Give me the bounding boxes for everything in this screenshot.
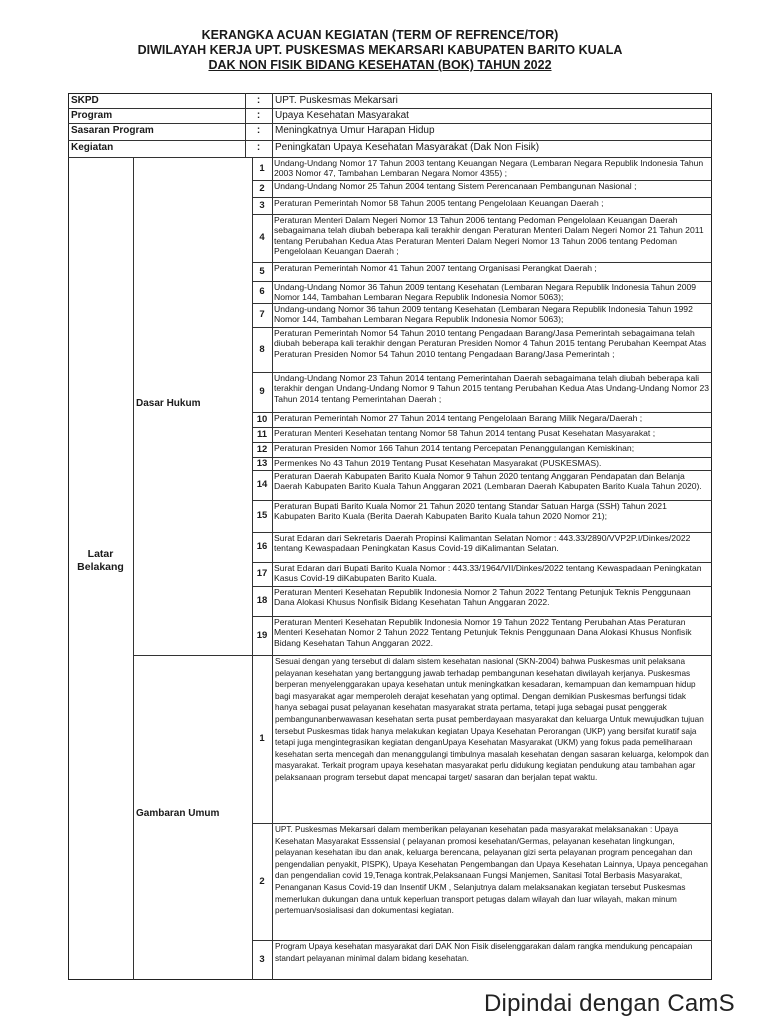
row-divider (68, 108, 712, 109)
info-value: UPT. Puskesmas Mekarsari (275, 95, 398, 106)
row-divider (252, 427, 712, 428)
legal-item-number: 14 (256, 479, 268, 491)
row-divider (252, 586, 712, 587)
section-label-latar-belakang: Latar Belakang (77, 548, 124, 573)
column-divider (252, 157, 253, 980)
heading-line-1: KERANGKA ACUAN KEGIATAN (TERM OF REFRENCE/TOR) (201, 28, 559, 42)
scan-watermark: Dipindai dengan CamS (484, 990, 735, 1017)
general-item-number: 3 (259, 954, 265, 966)
legal-item-text: Peraturan Bupati Barito Kuala Nomor 21 Tahun 2020 tentang Standar Satuan Harga (SSH) Tahun 2021 Kabupaten Barito Kuala (Berita Daerah Kabupaten Barito Kuala tahun 2020 Nomor 21); (274, 501, 667, 522)
legal-item-text: Surat Edaran dari Sekretaris Daerah Propinsi Kalimantan Selatan Nomor : 443.33/2890/VVP2P.I/Dinkes/2022 tentang Kewaspadaan Peningkatan Kasus Covid-19 diKalimantan Selatan. (274, 533, 691, 554)
legal-item-number: 3 (259, 199, 265, 211)
legal-item-number: 8 (259, 343, 265, 355)
document-heading (120, 28, 640, 73)
row-divider (252, 616, 712, 617)
info-label: Program (71, 110, 113, 121)
info-label: Kegiatan (71, 142, 114, 153)
legal-item-text: Undang-undang Nomor 36 tahun 2009 tentang Kesehatan (Lembaran Negara Republik Indonesia Tahun 1992 Nomor 144, Tambahan Lembaran Negara Republik Indonesia Nomor 5063); (274, 304, 693, 325)
legal-item-text: Peraturan Presiden Nomor 166 Tahun 2014 tentang Percepatan Penanggulangan Kemiskinan; (274, 443, 635, 453)
general-item-number: 2 (259, 875, 265, 887)
row-divider (252, 940, 712, 941)
general-item-text: UPT. Puskesmas Mekarsari dalam memberikan pelayanan kesehatan pada masyarakat melaksanakan : Upaya Kesehatan Masyarakat Esssensial ( pelayanan promosi kesehatan/Germas, pelayanan kesehatan lingkungan, pelayanan kesehatan ibu dan anak, keluarga berencana, pelayanan gizi serta pelayanan program pencegahan dan pengendalian penyakit, PISPK), Upaya Kesehatan Pengembangan dan Upaya Kesehatan Lainnya, Upaya pencegahan dan pengendalian covid 19,Tenaga kontrak,Pelaksanaan Fungsi Manjemen, Sanitasi Total Berbasis Masyarakat, Penanganan Kasus Covid-19 dan Insentif UKM , Selanjutnya dalam melaksanakan kegiatan tersebut Puskesmas memerlukan dukungan dana untuk keperluan transport petugas dalam wilayah dan luar wilayah, makan minum pertemuan/sosialisasi dan dokumentasi kegiatan. (275, 825, 708, 916)
legal-item-text: Peraturan Pemerintah Nomor 58 Tahun 2005 tentang Pengelolaan Keuangan Daerah ; (274, 198, 604, 208)
row-divider (252, 327, 712, 328)
legal-item-text: Undang-Undang Nomor 36 Tahun 2009 tentang Kesehatan (Lembaran Negara Republik Indonesia Tahun 2009 Nomor 144, Tambahan Lembaran Negara Republik Indonesia Nomor 5063); (274, 282, 697, 303)
legal-item-number: 13 (256, 457, 268, 469)
info-colon: : (256, 142, 261, 153)
section-label-dasar-hukum: Dasar Hukum (136, 398, 201, 409)
legal-item-number: 19 (256, 629, 268, 641)
column-divider (245, 93, 246, 157)
row-divider (252, 197, 712, 198)
row-divider (252, 442, 712, 443)
legal-item-text: Surat Edaran dari Bupati Barito Kuala Nomor : 443.33/1964/VII/Dinkes/2022 tentang Kewaspadaan Peningkatan Kasus Covid-19 diKabupaten Barito Kuala. (274, 563, 702, 584)
row-divider (252, 303, 712, 304)
info-label: Sasaran Program (71, 125, 154, 136)
info-value: Meningkatnya Umur Harapan Hidup (275, 125, 435, 136)
legal-item-text: Peraturan Menteri Kesehatan tentang Nomor 58 Tahun 2014 tentang Pusat Kesehatan Masyarakat ; (274, 428, 656, 438)
legal-item-number: 11 (256, 428, 268, 440)
row-divider (252, 412, 712, 413)
column-divider (272, 93, 273, 157)
legal-item-text: Peraturan Menteri Kesehatan Republik Indonesia Nomor 2 Tahun 2022 Tentang Petunjuk Teknis Penggunaan Dana Alokasi Khusus Nonfisik Bidang Kesehatan Tahun Anggaran 2022. (274, 587, 691, 608)
row-divider (252, 470, 712, 471)
legal-item-text: Peraturan Menteri Kesehatan Republik Indonesia Nomor 19 Tahun 2022 Tentang Perubahan Atas Peraturan Menteri Kesehatan Nomor 2 Tahun 2022 Tentang Petunjuk Teknis Penggunaan Dana Alokasi Khusus Nonfisik Bidang Kesehatan Tahun Anggaran 2022. (274, 617, 692, 648)
column-divider (133, 157, 134, 980)
heading-line-3: DAK NON FISIK BIDANG KESEHATAN (BOK) TAHUN 2022 (208, 58, 552, 72)
row-divider (252, 262, 712, 263)
row-divider (68, 140, 712, 141)
legal-item-number: 15 (256, 510, 268, 522)
legal-item-number: 10 (256, 413, 268, 425)
legal-item-text: Undang-Undang Nomor 17 Tahun 2003 tentang Keuangan Negara (Lembaran Negara Republik Indonesia Tahun 2003 Nomor 47, Tambahan Lembaran Negara Nomor 4355) ; (274, 158, 704, 179)
row-divider (252, 214, 712, 215)
info-colon: : (256, 110, 261, 121)
heading-line-2: DIWILAYAH KERJA UPT. PUSKESMAS MEKARSARI KABUPATEN BARITO KUALA (137, 43, 623, 57)
section-label-gambaran-umum: Gambaran Umum (136, 808, 220, 819)
row-divider (252, 562, 712, 563)
row-divider (252, 823, 712, 824)
legal-item-text: Undang-Undang Nomor 23 Tahun 2014 tentang Pemerintahan Daerah sebagaimana telah diubah beberapa kali terakhir dengan Undang-Undang Nomor 9 Tahun 2015 tentang Perubahan Kedua Atas Undang-Undang Nomor 23 Tahun 2014 tentang Pemerintahan Daerah ; (274, 373, 710, 404)
legal-item-number: 17 (256, 568, 268, 580)
general-item-text: Sesuai dengan yang tersebut di dalam sistem kesehatan nasional (SKN-2004) bahwa Puskesmas unit pelaksana pelayanan kesehatan yang bertanggung jawab terhadap pembangunan kesehatan diwilayah kerjanya. Puskesmas berperan menyelenggarakan upaya kesehatan untuk meningkatkan kesadaran, kemampuan dan kemampuan hidup bagi masyarakat agar memperoleh derajat kesehatan yang optimal. Dengan demikian Puskesmas berfungsi tidak hanya sebagai pusat pelayanan kesehatan masyarakat strata pertama, tetapi juga sebagai pusat penggerak pembangunanberwawasan kesehatan serta pusat pemberdayaan masyarakat dan keluarga Untuk mewujudkan tujuan tersebut Puskesmas tidak hanya melakukan kegiatan Upaya Kesehatan Perorangan (UKP) yang bersifat kuratif saja tetapi juga mengintegrasikan kegiatan denganUpaya Kesehatan Masyarakat (UKM) yang fokus pada pemeliharaan kesehatan serta mencegah dan menanggulangi timbulnya masalah kesehatan dengan sasaran keluarga, kelompok dan masyarakat. Terkait program upaya kesehatan masyarakat perlu didukung kegiatan pendukung atau tambahan agar pelaksanaan program tersebut dapat mencapai target/ sasaran dan berjalan tepat waktu. (275, 657, 709, 782)
row-divider (252, 500, 712, 501)
row-divider (252, 281, 712, 282)
legal-item-text: Peraturan Daerah Kabupaten Barito Kuala Nomor 9 Tahun 2020 tentang Anggaran Pendapatan dan Belanja Daerah Kabupaten Barito Kuala Tahun Anggaran 2021 (Lembaran Daerah Kabupaten Barito Kuala Tahun 2020). (274, 471, 702, 492)
legal-item-text: Peraturan Pemerintah Nomor 41 Tahun 2007 tentang Organisasi Perangkat Daerah ; (274, 263, 597, 273)
row-divider (252, 532, 712, 533)
info-value: Peningkatan Upaya Kesehatan Masyarakat (Dak Non Fisik) (275, 142, 540, 153)
row-divider (252, 372, 712, 373)
legal-item-text: Peraturan Pemerintah Nomor 27 Tahun 2014 tentang Pengelolaan Barang Milik Negara/Daerah ; (274, 413, 643, 423)
legal-item-number: 6 (259, 286, 265, 298)
legal-item-number: 16 (256, 541, 268, 553)
row-divider (252, 180, 712, 181)
legal-item-number: 2 (259, 182, 265, 194)
legal-item-text: Permenkes No 43 Tahun 2019 Tentang Pusat Kesehatan Masyarakat (PUSKESMAS). (274, 458, 602, 468)
info-colon: : (256, 95, 261, 106)
legal-item-number: 1 (259, 162, 265, 174)
general-item-text: Program Upaya kesehatan masyarakat dari DAK Non Fisik diselenggarakan dalam rangka mendukung pencapaian standart pelayanan minimal dalam bidang kesehatan. (275, 942, 693, 963)
info-value: Upaya Kesehatan Masyarakat (275, 110, 409, 121)
row-divider (252, 457, 712, 458)
legal-item-number: 7 (259, 309, 265, 321)
general-item-number: 1 (259, 733, 265, 745)
legal-item-number: 5 (259, 265, 265, 277)
column-divider (272, 157, 273, 980)
legal-item-text: Peraturan Menteri Dalam Negeri Nomor 13 Tahun 2006 tentang Pedoman Pengelolaan Keuangan Daerah sebagaimana telah diubah beberapa kali terakhir dengan Peraturan Menteri Dalam Negeri Nomor 21 Tahun 2011 tentang Perubahan Kedua Atas Peraturan Menteri Dalam Negeri Nomor 13 Tahun 2006 tentang Pedoman Pengelolaan Keuangan Daerah ; (274, 215, 704, 257)
legal-item-text: Undang-Undang Nomor 25 Tahun 2004 tentang Sistem Perencanaan Pembangunan Nasional ; (274, 181, 637, 191)
legal-item-text: Peraturan Pemerintah Nomor 54 Tahun 2010 tentang Pengadaan Barang/Jasa Pemerintah sebagaimana telah diubah beberapa kali terakhir dengan Peraturan Presiden Nomor 4 Tahun 2015 tentang Perubahan Keempat Atas Peraturan Presiden Nomor 54 Tahun 2010 tentang Pengadaan Barang/Jasa Pemerintah ; (274, 328, 707, 359)
info-colon: : (256, 125, 261, 136)
legal-item-number: 9 (259, 386, 265, 398)
legal-item-number: 18 (256, 595, 268, 607)
row-divider (68, 123, 712, 124)
legal-item-number: 12 (256, 443, 268, 455)
info-label: SKPD (71, 95, 99, 106)
legal-item-number: 4 (259, 232, 265, 244)
